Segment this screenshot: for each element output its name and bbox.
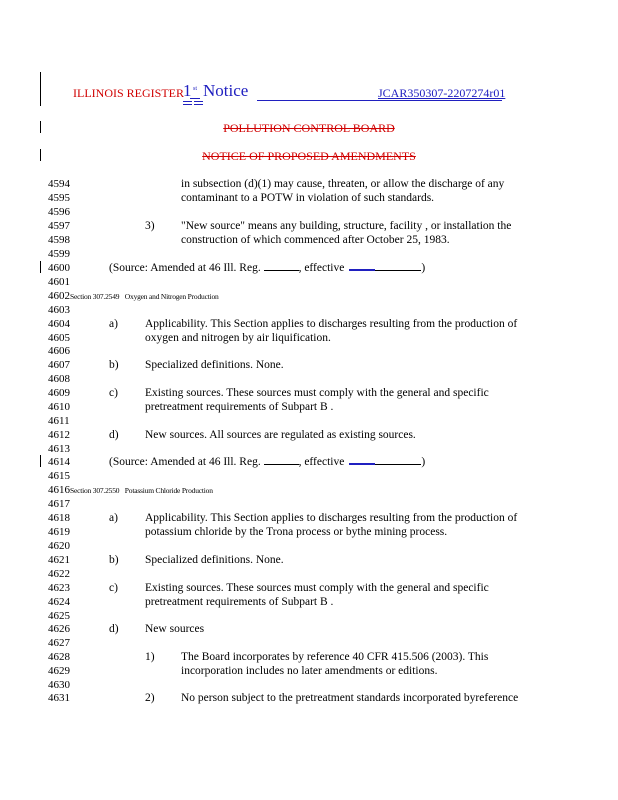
line-number: 4613: [48, 443, 70, 455]
line-number: 4605: [48, 332, 70, 344]
body-line: oxygen and nitrogen by air liquification.: [145, 332, 331, 344]
change-bar: [40, 455, 41, 467]
section-heading: [48, 484, 213, 496]
source-note: [109, 456, 425, 468]
list-marker: b): [109, 359, 119, 371]
section-number: Section 307.2550: [70, 486, 120, 495]
body-line: No person subject to the pretreatment standards incorporated byreference: [181, 692, 519, 704]
blank-field: [375, 464, 421, 465]
line-number: 4611: [48, 415, 70, 427]
line-number: 4621: [48, 554, 70, 566]
body-line: Applicability. This Section applies to discharges resulting from the production of: [145, 318, 518, 330]
line-number: 4627: [48, 637, 70, 649]
line-number: 4594: [48, 178, 70, 190]
line-number: 4630: [48, 679, 70, 691]
notice-title: NOTICE OF PROPOSED AMENDMENTS: [202, 149, 416, 163]
source-note-effective: , effective: [298, 456, 345, 468]
register-title: ILLINOIS REGISTER: [73, 86, 184, 100]
notice-label: Notice: [203, 81, 249, 100]
body-line: The Board incorporates by reference 40 CFR 415.506 (2003). This: [181, 651, 489, 663]
line-number: 4631: [48, 692, 70, 704]
line-number: 4619: [48, 526, 70, 538]
blank-field-inserted: [349, 463, 375, 465]
blank-field: [264, 464, 299, 465]
list-marker: d): [109, 623, 119, 635]
line-number: 4626: [48, 623, 70, 635]
body-line: Existing sources. These sources must comply with the general and specific: [145, 387, 489, 399]
blank-field-inserted: [349, 269, 375, 271]
line-number: 4606: [48, 345, 70, 357]
line-number: 4624: [48, 596, 70, 608]
section-heading: [48, 290, 219, 302]
list-marker: d): [109, 429, 119, 441]
blank-field: [264, 270, 299, 271]
line-number: 4600: [48, 262, 70, 274]
line-number: 4620: [48, 540, 70, 552]
body-line: in subsection (d)(1) may cause, threaten, or allow the discharge of any: [181, 178, 505, 190]
body-line: Specialized definitions. None.: [145, 359, 284, 371]
source-note-close: ): [421, 456, 426, 468]
line-number: 4629: [48, 665, 70, 677]
source-note-text: (Source: Amended at 46 Ill. Reg.: [109, 456, 261, 468]
line-number: 4628: [48, 651, 70, 663]
source-note: [109, 262, 425, 274]
line-number: 4625: [48, 610, 70, 622]
line-number: 4603: [48, 304, 70, 316]
line-number: 4598: [48, 234, 70, 246]
issue-suffix: st: [193, 86, 198, 92]
line-number: 4602: [48, 290, 70, 302]
list-marker: a): [109, 512, 118, 524]
line-number: 4622: [48, 568, 70, 580]
source-note-close: ): [421, 262, 426, 274]
body-line: New sources: [145, 623, 205, 635]
list-marker: c): [109, 582, 118, 594]
issue-number: 1: [183, 81, 192, 100]
blank-field: [375, 270, 421, 271]
body-line: Applicability. This Section applies to discharges resulting from the production of: [145, 512, 518, 524]
line-number: 4608: [48, 373, 70, 385]
line-number: 4614: [48, 456, 70, 468]
line-number: 4597: [48, 220, 70, 232]
line-number: 4616: [48, 484, 70, 496]
list-marker: 2): [145, 692, 155, 704]
document-code: JCAR350307-2207274r01: [378, 86, 506, 100]
change-bar: [40, 261, 41, 273]
body-line: Existing sources. These sources must comply with the general and specific: [145, 582, 489, 594]
line-number: 4617: [48, 498, 70, 510]
body-line: Specialized definitions. None.: [145, 554, 284, 566]
board-title: POLLUTION CONTROL BOARD: [223, 121, 395, 135]
body-line: pretreatment requirements of Subpart B .: [145, 596, 334, 608]
body-line: potassium chloride by the Trona process or bythe mining process.: [145, 526, 448, 538]
list-marker: c): [109, 387, 118, 399]
line-number: 4609: [48, 387, 70, 399]
double-underline-mark: [183, 101, 192, 105]
body-line: contaminant to a POTW in violation of such standards.: [181, 192, 435, 204]
list-marker: 3): [145, 220, 155, 232]
line-number: 4610: [48, 401, 70, 413]
list-marker: b): [109, 554, 119, 566]
line-number: 4623: [48, 582, 70, 594]
line-number: 4601: [48, 276, 70, 288]
source-note-effective: , effective: [298, 262, 345, 274]
source-note-text: (Source: Amended at 46 Ill. Reg.: [109, 262, 261, 274]
list-marker: a): [109, 318, 118, 330]
line-number: 4618: [48, 512, 70, 524]
line-number: 4604: [48, 318, 70, 330]
list-marker: 1): [145, 651, 155, 663]
line-number: 4607: [48, 359, 70, 371]
body-line: New sources. All sources are regulated as existing sources.: [145, 429, 416, 441]
section-number: Section 307.2549: [70, 292, 120, 301]
double-underline-mark: [194, 101, 203, 105]
change-bar: [40, 72, 41, 106]
body-line: incorporation includes no later amendments or editions.: [181, 665, 438, 677]
body-line: pretreatment requirements of Subpart B .: [145, 401, 334, 413]
body-line: construction of which commenced after October 25, 1983.: [181, 234, 450, 246]
section-title: Potassium Chloride Production: [124, 486, 213, 495]
line-number: 4599: [48, 248, 70, 260]
line-number: 4595: [48, 192, 70, 204]
line-number: 4612: [48, 429, 70, 441]
section-title: Oxygen and Nitrogen Production: [124, 292, 219, 301]
line-number: 4596: [48, 206, 70, 218]
line-number: 4615: [48, 470, 70, 482]
body-line: "New source" means any building, structure, facility , or installation the: [181, 220, 512, 232]
